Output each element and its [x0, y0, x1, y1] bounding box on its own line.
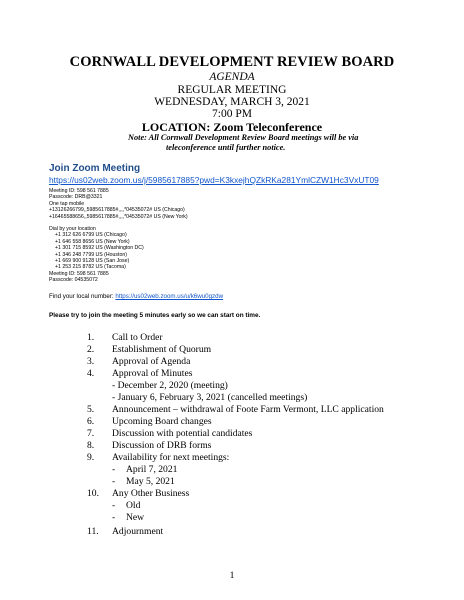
item-number: 2.	[87, 344, 95, 355]
availability-subitem	[112, 464, 178, 475]
find-local-label: Find your local number:	[49, 293, 114, 300]
passcode: Passcode: DRB@3321	[49, 194, 103, 201]
item-text: Approval of Agenda	[112, 356, 191, 367]
page-number: 1	[229, 570, 235, 581]
business-type: Old	[126, 500, 141, 511]
dash: -	[112, 476, 116, 487]
item-number: 11.	[87, 526, 99, 537]
item-number: 5.	[87, 404, 95, 415]
item-text: Discussion with potential candidates	[112, 428, 253, 439]
zoom-meeting-link[interactable]: https://us02web.zoom.us/j/5985617885?pwd=K3kxejhQZkRKa281YmlCZW1Hc3VxUT09	[49, 175, 379, 185]
dial-number: +1 646 558 8656 US (New York)	[55, 238, 130, 245]
item-text: Approval of Minutes	[112, 368, 193, 379]
availability-subitem	[112, 476, 175, 487]
teleconference-note	[128, 133, 428, 153]
meeting-time: 7:00 PM	[212, 108, 252, 120]
dial-number: +1 253 215 8782 US (Tacoma)	[55, 264, 126, 271]
dial-number: +1 669 900 9128 US (San Jose)	[55, 258, 130, 265]
one-tap-new-york: +16465588656,,5985617885#,,,,*04535072# US (New York)	[49, 213, 188, 220]
item-text: Adjournment	[112, 526, 164, 537]
item-text: Announcement – withdrawal of Foote Farm Vermont, LLC application	[112, 404, 384, 415]
item-number: 7.	[87, 428, 95, 439]
item-number: 6.	[87, 416, 95, 427]
passcode-2: Passcode: 04535072	[49, 277, 98, 284]
item-number: 8.	[87, 440, 95, 451]
meeting-info	[49, 188, 188, 220]
note-line-2: teleconference until further notice.	[166, 143, 286, 152]
availability-date: April 7, 2021	[126, 464, 178, 475]
arrive-early-note: Please try to join the meeting 5 minutes early so we can start on time.	[49, 312, 261, 319]
board-title: CORNWALL DEVELOPMENT REVIEW BOARD	[69, 54, 395, 70]
note-line-1: Note: All Cornwall Development Review Board meetings will be via	[128, 133, 359, 142]
item-number: 1.	[87, 332, 95, 343]
item-text: Any Other Business	[112, 488, 190, 499]
item-text: Availability for next meetings:	[112, 452, 230, 463]
find-local-number	[49, 293, 223, 300]
dial-number: +1 301 715 8592 US (Washington DC)	[55, 245, 144, 252]
agenda-heading: AGENDA	[209, 71, 255, 83]
availability-date: May 5, 2021	[126, 476, 175, 487]
minutes-subitem: - January 6, February 3, 2021 (cancelled meetings)	[112, 392, 308, 403]
dash: -	[112, 464, 116, 475]
dial-label: Dial by your location	[49, 226, 96, 232]
business-type: New	[126, 512, 145, 523]
one-tap-chicago: +13126266799,,5985617885#,,,,*04535072# US (Chicago)	[49, 207, 185, 214]
meeting-date: WEDNESDAY, MARCH 3, 2021	[154, 96, 310, 108]
meeting-id-2: Meeting ID: 598 561 7885	[49, 270, 109, 277]
zoom-join-title: Join Zoom Meeting	[49, 163, 141, 174]
item-text: Discussion of DRB forms	[112, 440, 212, 451]
dial-number: +1 312 626 6799 US (Chicago)	[55, 232, 127, 239]
dash: -	[112, 512, 116, 523]
dash: -	[112, 500, 116, 511]
find-local-link[interactable]: https://us02web.zoom.us/u/k6wu0gzdw	[115, 293, 224, 300]
item-text: Call to Order	[112, 332, 163, 343]
dial-info	[49, 226, 144, 284]
item-number: 3.	[87, 356, 95, 367]
dial-number: +1 346 248 7799 US (Houston)	[55, 251, 127, 258]
item-text: Establishment of Quorum	[112, 344, 212, 355]
item-number: 9.	[87, 452, 95, 463]
meeting-location: LOCATION: Zoom Teleconference	[141, 120, 323, 134]
meeting-type: REGULAR MEETING	[177, 84, 287, 96]
business-subitem	[112, 500, 141, 511]
one-tap-label: One tap mobile	[49, 200, 85, 207]
business-subitem	[112, 512, 145, 523]
item-text: Upcoming Board changes	[112, 416, 212, 427]
minutes-subitem: - December 2, 2020 (meeting)	[112, 380, 228, 391]
item-number: 4.	[87, 368, 95, 379]
item-number: 10.	[87, 488, 99, 499]
meeting-id: Meeting ID: 598 561 7885	[49, 188, 109, 194]
